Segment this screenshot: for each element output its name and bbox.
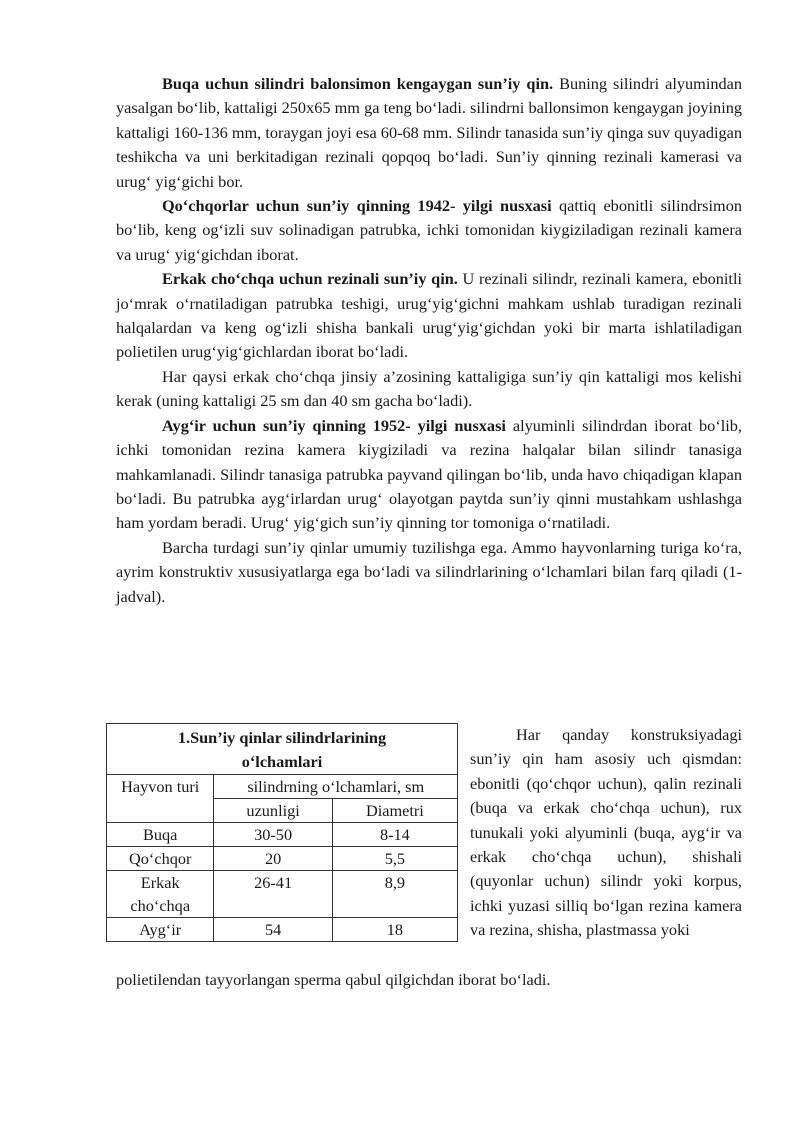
paragraph-text: Har qaysi erkak cho‘chqa jinsiy a’zosining kattaligiga sun’iy qin kattaligi mos kelishi kerak (uning kattaligi 25 sm dan 40 sm gacha bo‘ladi).: [116, 366, 742, 411]
paragraph-text: alyuminli silindrdan iborat bo‘lib, ichki tomonidan rezina kamera kiygiziladi va rezina halqalar bilan silindr tanasiga mahkamlanadi. Silindr tanasiga patrubka payvand qilingan bo‘lib, unda havo chiqadigan klapan bo‘ladi. Bu patrubka ayg‘irlardan urug‘ olayotgan paytda sun’iy qinni mustahkam ushlashga ham yordam beradi. Urug‘ yig‘gich sun’iy qinning tor tomoniga o‘rnatiladi.: [116, 415, 743, 533]
paragraph-text: Buning silindri alyumindan yasalgan bo‘lib, kattaligi 250x65 mm ga teng bo‘ladi. silindrni ballonsimon kengaygan joyining kattaligi 160-136 mm, toraygan joyi esa 60-68 mm. Silindr tanasida sun’iy qinga suv quyadigan teshikcha va uni berkitadigan rezinali qopqoq bo‘ladi. Sun’iy qinning rezinali kamerasi va urug‘ yig‘gichi bor.: [116, 74, 743, 191]
cell-diameter: 18: [332, 918, 457, 942]
cell-animal: Buqa: [107, 823, 214, 847]
header-diameter: Diametri: [332, 799, 457, 823]
cell-length: 30-50: [214, 823, 332, 847]
paragraph-heading: Ayg‘ir uchun sun’iy qinning 1952- yilgi nusxasi: [162, 415, 506, 435]
side-text: [470, 723, 742, 943]
cell-length: 26-41: [214, 871, 332, 918]
paragraph-heading: Erkak cho‘chqa uchun rezinali sun’iy qin.: [162, 269, 458, 289]
header-length: uzunligi: [214, 799, 332, 823]
cell-length: 20: [214, 847, 332, 871]
paragraph-heading: Qo‘chqorlar uchun sun’iy qinning 1942- yilgi nusxasi: [162, 196, 552, 216]
header-animal: Hayvon turi: [107, 775, 214, 823]
paragraph-text: Barcha turdagi sun’iy qinlar umumiy tuzilishga ega. Ammo hayvonlarning turiga ko‘ra, ayrim konstruktiv xususiyatlarga ega bo‘ladi va silindrlarining o‘lchamlari bilan farq qiladi (1-jadval).: [116, 537, 742, 606]
cell-diameter: 5,5: [332, 847, 457, 871]
paragraph: [116, 414, 742, 536]
cell-animal: Erkak cho‘chqa: [107, 871, 214, 918]
cell-diameter: 8,9: [332, 871, 457, 918]
paragraph: [116, 267, 742, 365]
dimensions-table: [106, 723, 458, 942]
table-row: [107, 918, 458, 942]
dimensions-table-wrapper: [106, 723, 458, 942]
paragraph: [116, 536, 742, 609]
tail-text: polietilendan tayyorlangan sperma qabul qilgichdan iborat bo‘ladi.: [116, 970, 551, 989]
paragraph-text: qattiq ebonitli silindrsimon bo‘lib, keng og‘izli suv solinadigan patrubka, ichki tomonidan kiygiziladigan rezinali kamera va urug‘ yig‘gichdan iborat.: [116, 196, 742, 264]
table-row: [107, 823, 458, 847]
table-row: [107, 871, 458, 918]
body-text: [116, 72, 742, 609]
paragraph: [116, 72, 742, 194]
paragraph: [116, 194, 742, 267]
paragraph: [116, 365, 742, 414]
table-row: [107, 847, 458, 871]
paragraph-heading: Buqa uchun silindri balonsimon kengaygan sun’iy qin.: [162, 74, 554, 93]
header-group: silindrning o‘lchamlari, sm: [214, 775, 458, 799]
cell-length: 54: [214, 918, 332, 942]
paragraph-text: U rezinali silindr, rezinali kamera, ebonitli jo‘mrak o‘rnatiladigan patrubka teshigi, urug‘yig‘gichni mahkam ushlab turadigan rezinali halqalardan va keng og‘izli shisha bankali urug‘yig‘gichdan yoki bir marta ishlatiladigan polietilen urug‘yig‘gichlardan iborat bo‘ladi.: [116, 269, 742, 362]
side-paragraph: Har qanday konstruksiyadagi sun’iy qin ham asosiy uch qismdan: ebonitli (qo‘chqor uchun), qalin rezinali (buqa va erkak cho‘chqa uchun), rux tunukali yoki alyuminli (buqa, ayg‘ir va erkak cho‘chqa uchun), shishali (quyonlar uchun) silindr yoki korpus, ichki yuzasi silliq bo‘lgan rezina kamera va rezina, shisha, plastmassa yoki: [470, 725, 742, 940]
table-caption: 1.Sun’iy qinlar silindrlarining o‘lchamlari: [107, 724, 458, 775]
cell-animal: Ayg‘ir: [107, 918, 214, 942]
cell-diameter: 8-14: [332, 823, 457, 847]
cell-animal: Qo‘chqor: [107, 847, 214, 871]
